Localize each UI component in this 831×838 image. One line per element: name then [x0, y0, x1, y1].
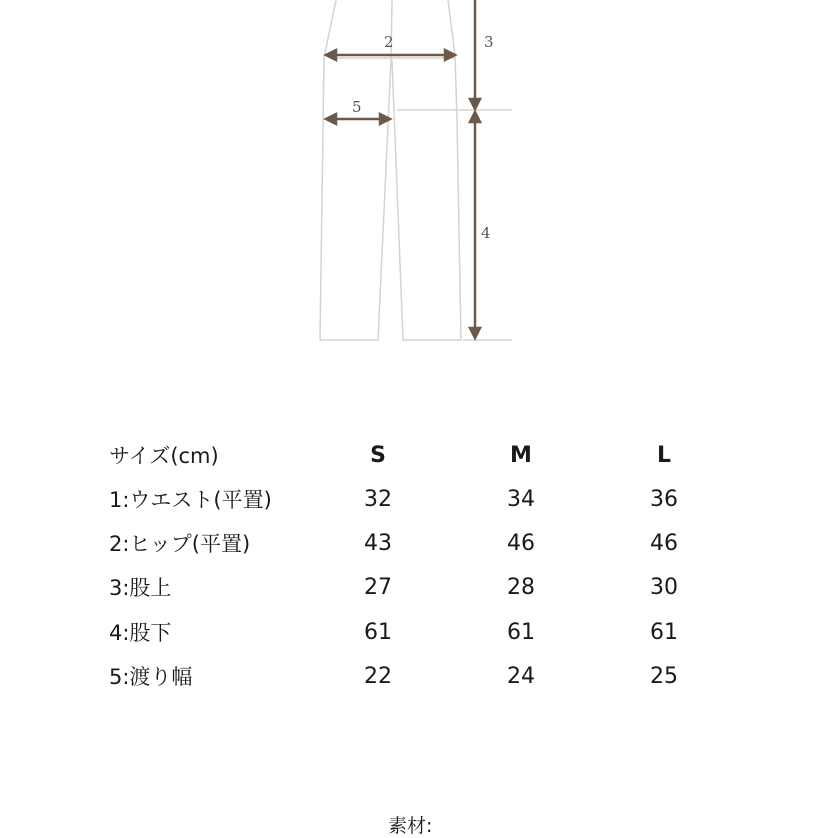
row-label-thigh: 5:渡り幅: [109, 665, 193, 689]
dimension-label-3: 3: [484, 33, 494, 51]
row-label-inseam: 4:股下: [109, 621, 172, 645]
waist-m: 34: [507, 487, 535, 512]
thigh-m: 24: [507, 664, 535, 689]
rise-s: 27: [364, 575, 392, 600]
thigh-l: 25: [650, 664, 678, 689]
material-label: 素材:: [388, 815, 433, 837]
inseam-l: 61: [650, 620, 678, 645]
table-header-label: サイズ(cm): [109, 444, 219, 468]
rise-l: 30: [650, 575, 678, 600]
size-header-m: M: [510, 443, 532, 468]
row-label-rise: 3:股上: [109, 576, 172, 600]
inseam-m: 61: [507, 620, 535, 645]
waist-l: 36: [650, 487, 678, 512]
hip-s: 43: [364, 531, 392, 556]
row-label-waist: 1:ウエスト(平置): [109, 488, 272, 512]
hip-m: 46: [507, 531, 535, 556]
rise-m: 28: [507, 575, 535, 600]
thigh-s: 22: [364, 664, 392, 689]
hip-l: 46: [650, 531, 678, 556]
dimension-label-4: 4: [481, 224, 491, 242]
dimension-label-5: 5: [352, 98, 362, 116]
inseam-s: 61: [364, 620, 392, 645]
size-header-s: S: [370, 443, 386, 468]
row-label-hip: 2:ヒップ(平置): [109, 532, 251, 556]
size-header-l: L: [656, 443, 672, 468]
dimension-label-2: 2: [384, 33, 394, 51]
waist-s: 32: [364, 487, 392, 512]
